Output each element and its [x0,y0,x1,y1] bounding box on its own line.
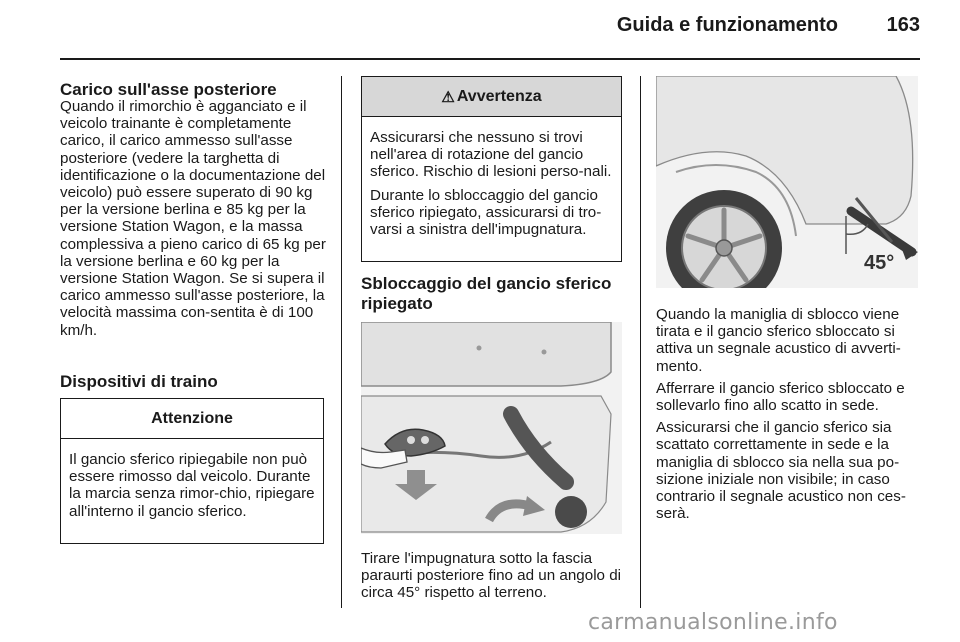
notice-title: Attenzione [61,399,323,439]
section-title-unlock-hitch: Sbloccaggio del gancio sferico ripiegato [361,274,612,313]
figure-unlock-handle [361,322,622,534]
column3-paragraph: Afferrare il gancio sferico sbloccato e sollevarlo fino allo scatto in sede. [656,379,905,415]
page-number: 163 [886,14,920,36]
column3-text [656,306,918,527]
figure-45-degree-angle [656,76,918,288]
column-divider-1 [341,76,342,608]
header-rule [60,58,920,60]
page-header-title: Guida e funzionamento [616,14,838,36]
unlock-caption: Tirare l'impugnatura sotto la fascia paraurti posteriore fino ad un angolo di circa 45° rispetto al terreno. [361,550,622,602]
rear-axle-text: Quando il rimorchio è agganciato e il veicolo trainante è completamente carico, il carico ammesso sull'asse posteriore (vedere la targhetta di identificazione o la documentazione del veicolo) può essere superato di 90 kg per la versione berlina e 85 kg per la versione Station Wagon, e la massa complessiva a pieno carico di 65 kg per la versione berlina e 60 kg per la versione Station Wagon. Se si supera il carico ammesso sull'asse posteriore, la velocità massima con-sentita è di 100 km/h. [60,98,326,339]
warning-box [361,76,622,262]
section-title-rear-axle: Carico sull'asse posteriore [60,80,277,99]
warning-body [362,117,621,238]
notice-box [60,398,324,544]
column3-paragraph: Quando la maniglia di sblocco viene tirata e il gancio sferico sbloccato si attiva un segnale acustico di avverti-mento. [656,306,901,375]
column3-paragraph: Assicurarsi che il gancio sferico sia scattato correttamente in sede e la maniglia di sblocco sia nella sua po-sizione iniziale non visibile; in caso contrario il segnale acustico non ces-serà. [656,419,906,523]
figure-angle-label: 45° [864,252,895,274]
column-divider-2 [640,76,641,608]
section-title-towing-devices: Dispositivi di traino [60,372,218,391]
warning-paragraph: Durante lo sbloccaggio del gancio sferico ripiegato, assicurarsi di tro-varsi a sinistra dell'impugnatura. [370,186,602,239]
notice-text: Il gancio sferico ripiegabile non può essere rimosso dal veicolo. Durante la marcia senza rimor-chio, ripiegare all'interno il gancio sferico. [69,451,315,520]
warning-header [362,77,621,117]
warning-paragraph: Assicurarsi che nessuno si trovi nell'area di rotazione del gancio sferico. Rischio di lesioni perso-nali. [370,129,612,181]
warning-triangle-icon: ⚠ [441,88,455,106]
watermark-text: carmanualsonline.info [588,610,838,635]
warning-title: Avvertenza [456,87,542,105]
